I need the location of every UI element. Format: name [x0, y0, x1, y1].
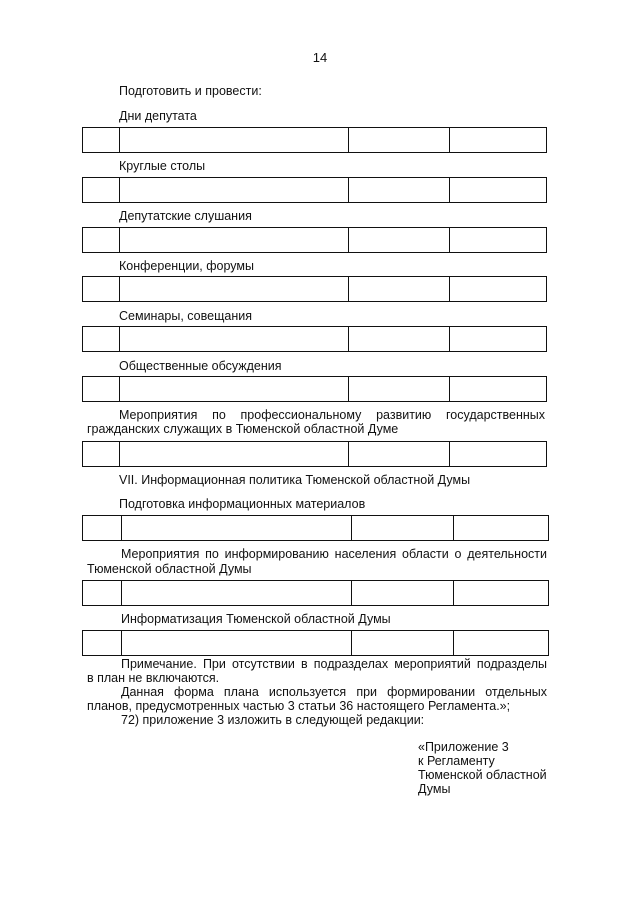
- table-cell: [83, 178, 120, 202]
- table-cell: [120, 178, 349, 202]
- table-cell: [122, 581, 352, 605]
- table-cell: [450, 327, 546, 351]
- table-cell: [450, 178, 546, 202]
- chapter-heading: VII. Информационная политика Тюменской областной Думы: [119, 473, 471, 487]
- page-number: 14: [312, 50, 328, 65]
- table-cell: [120, 228, 349, 252]
- form-note-text: Данная форма плана используется при формировании отдельных: [121, 685, 547, 699]
- table-cell: [83, 442, 120, 466]
- appendix-line: «Приложение 3: [418, 740, 509, 754]
- appendix-line: к Регламенту: [418, 754, 495, 768]
- appendix-line: Думы: [418, 782, 451, 796]
- table-cell: [349, 277, 450, 301]
- table-cell: [454, 631, 548, 655]
- table-cell: [352, 631, 454, 655]
- table-cell: [454, 581, 548, 605]
- appendix-line: Тюменской областной: [418, 768, 547, 782]
- table-row: [82, 515, 549, 541]
- table-row: [82, 177, 547, 203]
- table-cell: [450, 442, 546, 466]
- table-cell: [83, 631, 122, 655]
- table-cell: [450, 128, 546, 152]
- table-cell: [122, 516, 352, 540]
- table-cell: [349, 327, 450, 351]
- note-text: Примечание. При отсутствии в подразделах мероприятий подразделы: [121, 657, 547, 671]
- form-note-text-cont: планов, предусмотренных частью 3 статьи 36 настоящего Регламента.»;: [87, 699, 511, 713]
- table-cell: [83, 581, 122, 605]
- table-row: [82, 227, 547, 253]
- table-row: [82, 376, 547, 402]
- table-row: [82, 326, 547, 352]
- table-cell: [83, 516, 122, 540]
- table-cell: [352, 516, 454, 540]
- section-public-discussions: Общественные обсуждения: [119, 359, 282, 373]
- table-cell: [352, 581, 454, 605]
- table-cell: [454, 516, 548, 540]
- appendix-header: [418, 740, 547, 796]
- table-cell: [120, 128, 349, 152]
- section-informatization: Информатизация Тюменской областной Думы: [121, 612, 391, 626]
- table-cell: [83, 327, 120, 351]
- table-cell: [120, 377, 349, 401]
- section-informing-cont: Тюменской областной Думы: [87, 562, 252, 576]
- table-row: [82, 441, 547, 467]
- table-cell: [450, 377, 546, 401]
- table-cell: [349, 228, 450, 252]
- table-cell: [450, 277, 546, 301]
- table-cell: [450, 228, 546, 252]
- section-conferences: Конференции, форумы: [119, 259, 254, 273]
- table-row: [82, 580, 549, 606]
- table-cell: [83, 128, 120, 152]
- section-hearings: Депутатские слушания: [119, 209, 252, 223]
- section-deputy-days: Дни депутата: [119, 109, 197, 123]
- table-cell: [83, 277, 120, 301]
- table-row: [82, 630, 549, 656]
- table-cell: [122, 631, 352, 655]
- table-cell: [120, 327, 349, 351]
- section-professional-development: Мероприятия по профессиональному развитию государственных: [119, 408, 545, 422]
- section-professional-development-cont: гражданских служащих в Тюменской областной Думе: [87, 422, 399, 436]
- table-cell: [120, 277, 349, 301]
- table-cell: [120, 442, 349, 466]
- section-informing: Мероприятия по информированию населения области о деятельности: [121, 547, 547, 561]
- table-cell: [349, 377, 450, 401]
- table-cell: [349, 178, 450, 202]
- table-cell: [83, 377, 120, 401]
- note-text-cont: в план не включаются.: [87, 671, 220, 685]
- table-cell: [349, 128, 450, 152]
- table-row: [82, 276, 547, 302]
- section-seminars: Семинары, совещания: [119, 309, 252, 323]
- intro-text: Подготовить и провести:: [119, 84, 262, 98]
- table-cell: [349, 442, 450, 466]
- item-72-text: 72) приложение 3 изложить в следующей редакции:: [121, 713, 425, 727]
- table-cell: [83, 228, 120, 252]
- section-info-materials: Подготовка информационных материалов: [119, 497, 366, 511]
- section-round-tables: Круглые столы: [119, 159, 206, 173]
- table-row: [82, 127, 547, 153]
